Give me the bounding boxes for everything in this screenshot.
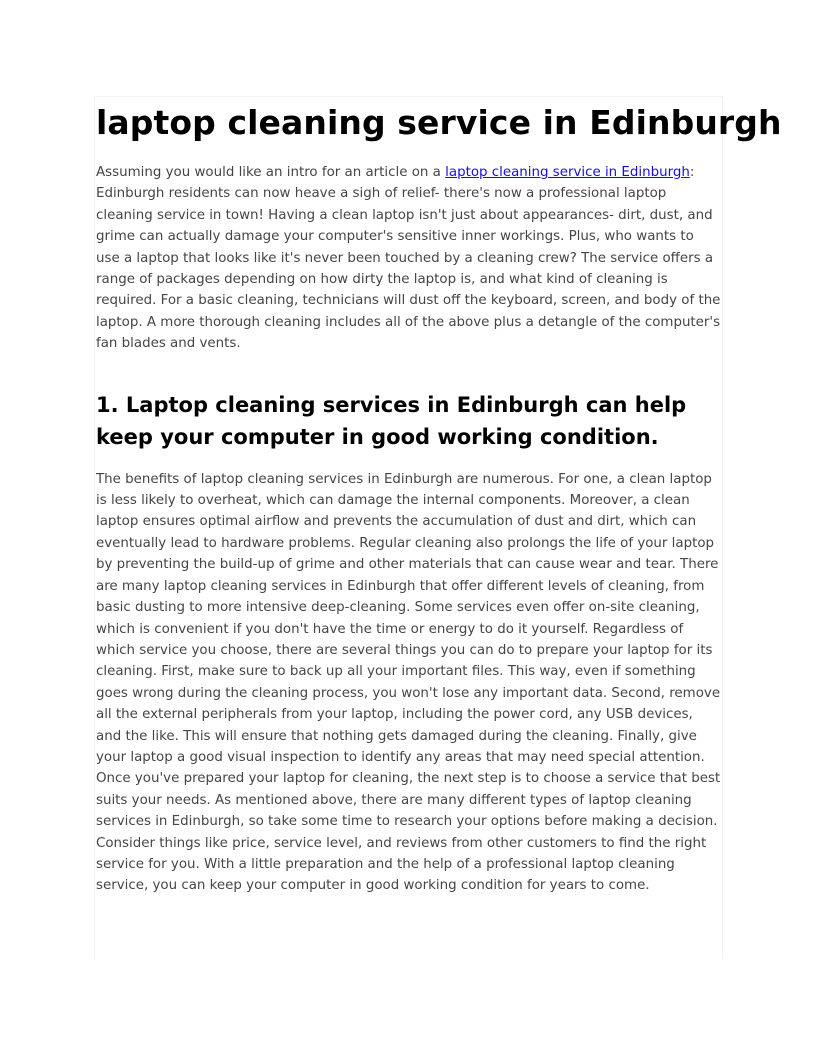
page-title: laptop cleaning service in Edinburgh — [96, 103, 782, 142]
intro-paragraph — [96, 162, 721, 355]
intro-link[interactable]: laptop cleaning service in Edinburgh — [445, 165, 690, 180]
intro-text-after-link: : Edinburgh residents can now heave a sigh of relief- there's now a professional laptop cleaning service in town! Having a clean laptop isn't just about appearances- dirt, dust, and grime can actually damage your computer's sensitive inner workings. Plus, who wants to use a laptop that looks like it's never been touched by a cleaning crew? The service offers a range of packages depending on how dirty the laptop is, and what kind of cleaning is required. For a basic cleaning, technicians will dust off the keyboard, screen, and body of the laptop. A more thorough cleaning includes all of the above plus a detangle of the computer's fan blades and vents. — [96, 165, 721, 352]
article — [96, 100, 782, 897]
section-body: The benefits of laptop cleaning services in Edinburgh are numerous. For one, a clean laptop is less likely to overheat, which can damage the internal components. Moreover, a clean laptop ensures optimal airflow and prevents the accumulation of dust and dirt, which can eventually lead to hardware problems. Regular cleaning also prolongs the life of your laptop by preventing the build-up of grime and other materials that can cause wear and tear. There are many laptop cleaning services in Edinburgh that offer different levels of cleaning, from basic dusting to more intensive deep-cleaning. Some services even offer on-site cleaning, which is convenient if you don't have the time or energy to do it yourself. Regardless of which service you choose, there are several things you can do to prepare your laptop for its cleaning. First, make sure to back up all your important files. This way, even if something goes wrong during the cleaning process, you won't lose any important data. Second, remove all the external peripherals from your laptop, including the power cord, any USB devices, and the like. This will ensure that nothing gets damaged during the cleaning. Finally, give your laptop a good visual inspection to identify any areas that may need special attention. Once you've prepared your laptop for cleaning, the next step is to choose a service that best suits your needs. As mentioned above, there are many different types of laptop cleaning services in Edinburgh, so take some time to research your options before making a decision. Consider things like price, service level, and reviews from other customers to find the right service for you. With a little preparation and the help of a professional laptop cleaning service, you can keep your computer in good working condition for years to come. — [96, 471, 721, 894]
intro-text-before-link: Assuming you would like an intro for an article on a — [96, 165, 446, 180]
section-heading: 1. Laptop cleaning services in Edinburgh can help keep your computer in good working condition. — [96, 392, 687, 449]
